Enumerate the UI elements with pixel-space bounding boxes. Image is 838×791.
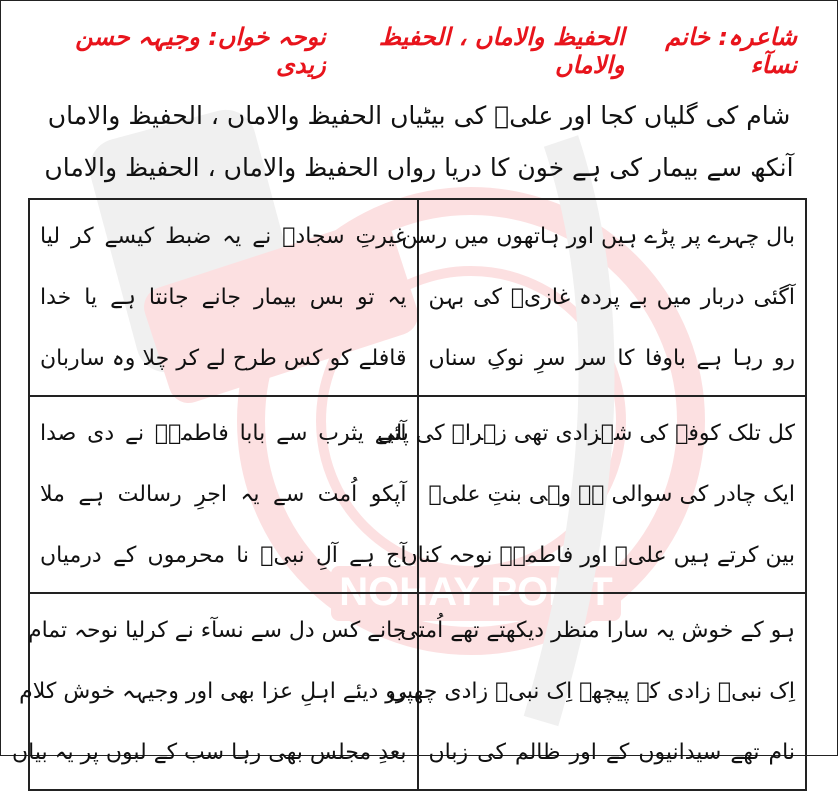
stanza-table [11, 198, 807, 791]
verse-line: بال چہرے پر پڑے ہیں اور ہاتھوں میں رسن [401, 224, 795, 249]
verse-line: ہو کے خوش یہ سارا منظر دیکھتے تھے اُمتی [400, 618, 795, 643]
verse-line: اِک نبیؐ زادی کے پیچھے اِک نبیؐ زادی چھپی [388, 679, 795, 704]
header [41, 23, 797, 79]
verse-line: آپکو اُمت سے یہ اجرِ رسالت ہے ملا [40, 482, 407, 507]
stanza-row [29, 396, 806, 593]
verse-line: قافلے کو کس طرح لے کر چلا وہ ساربان [40, 346, 407, 371]
watermark-text: NOHAY POINT [339, 570, 613, 614]
verse-line: بعدِ مجلس بھی رہا سب کے لبوں پر یہ بیاں [11, 740, 407, 765]
matla-line-2: آنکھ سے بیمار کی ہے خون کا دریا رواں الحفیظ والاماں ، الحفیظ والاماں [44, 153, 794, 182]
verse-line: آئیے یثرب سے بابا فاطمہؑ نے دی صدا [40, 421, 407, 446]
stanza-left [11, 593, 418, 790]
stanza-row [29, 199, 806, 396]
stanza-right [401, 199, 807, 396]
verse-line: کل تلک کوفے کی شہزادی تھی زہراؑ کی پلی [377, 421, 795, 446]
stanza-right [377, 396, 807, 593]
verse-line: نام تھے سیدانیوں کے اور ظالم کی زباں [428, 740, 795, 765]
stanza-right [388, 593, 807, 790]
verse-line: آج ہے آلِ نبیؐ نا محرموں کے درمیاں [40, 543, 407, 568]
verse-line: آگئی دربار میں بے پردہ غازیؑ کی بہن [428, 285, 795, 310]
verse-line: جانے کس دل سے نسآء نے کرلیا نوحہ تمام [27, 618, 407, 643]
reciter-credit: نوحہ خواں: وجیہہ حسن زیدی [75, 23, 326, 79]
verse-line: یہ تو بس بیمار جانے جانتا ہے یا خدا [40, 285, 407, 310]
stanza-left [29, 396, 418, 593]
verse-line: بین کرتے ہیں علیؑ اور فاطمہؑ نوحہ کناں [401, 543, 795, 568]
stanza-row [29, 593, 806, 790]
verse-line: غیرتِ سجادؑ نے یہ ضبط کیسے کر لیا [40, 224, 407, 249]
stanza-left [29, 199, 418, 396]
matla-line-1: شام کی گلیاں کجا اور علیؑ کی بیٹیاں الحفیظ والاماں ، الحفیظ والاماں [47, 101, 791, 130]
noha-title: الحفیظ والاماں ، الحفیظ والاماں [378, 23, 625, 79]
verse-line: ایک چادر کی سوالی ہے وہی بنتِ علیؑ [428, 482, 795, 507]
poet-credit: شاعرہ: خانم نسآء [665, 23, 797, 79]
verse-line: رو دیئے اہلِ عزا بھی اور وجیہہ خوش کلام [19, 679, 407, 704]
verse-line: رو رہا ہے باوفا کا سر سرِ نوکِ سناں [428, 346, 795, 371]
